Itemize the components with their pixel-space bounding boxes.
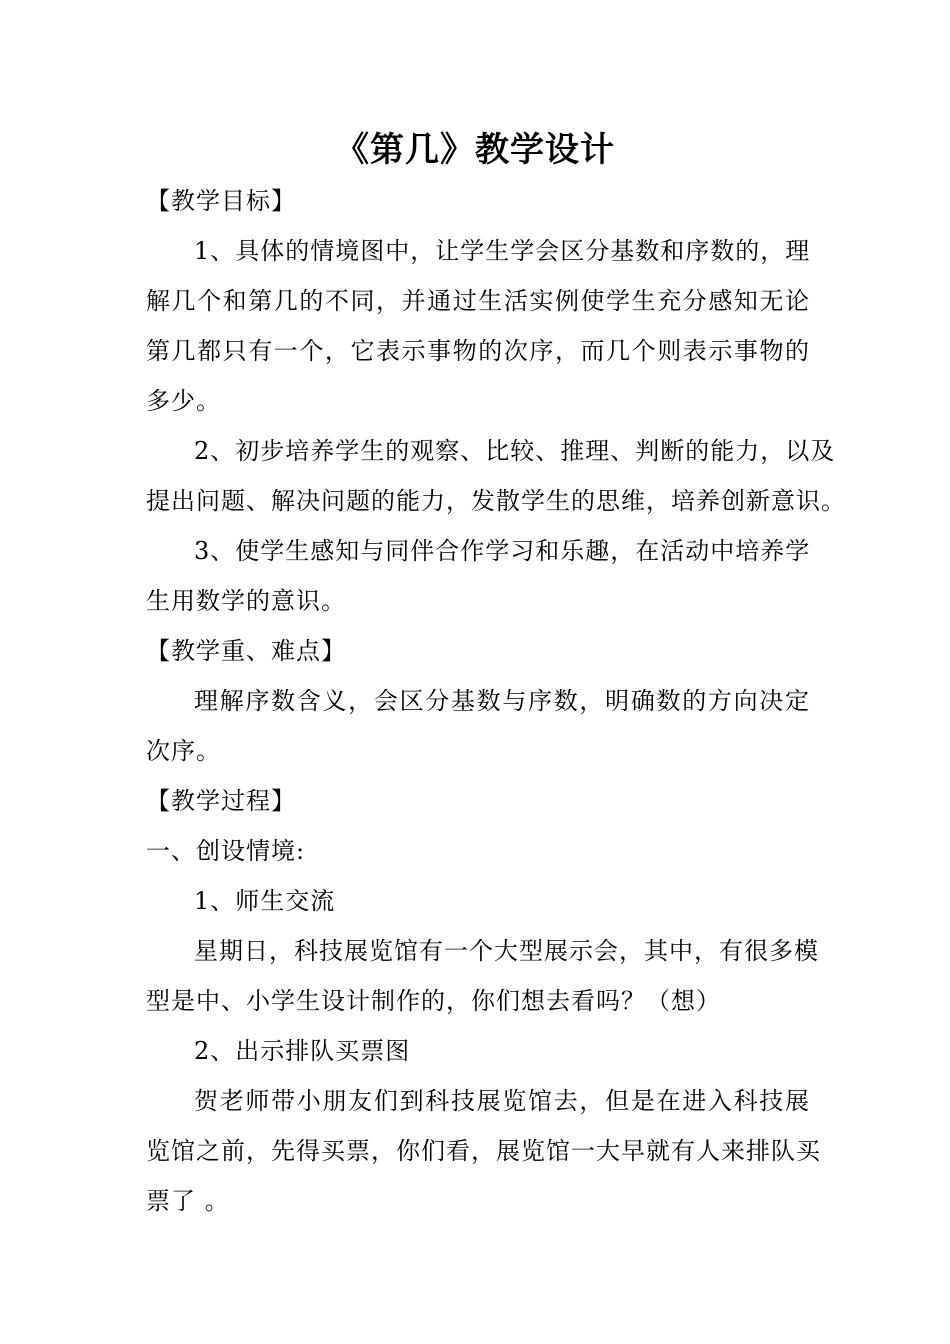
section-heading-process: 【教学过程】 [146,787,296,815]
paragraph-line: 览馆之前，先得买票，你们看，展览馆一大早就有人来排队买 [146,1137,821,1165]
paragraph-line: 2、出示排队买票图 [194,1037,411,1065]
paragraph-line: 提出问题、解决问题的能力，发散学生的思维，培养创新意识。 [146,487,846,515]
subsection-heading: 一、创设情境: [146,837,306,865]
paragraph-line: 星期日，科技展览馆有一个大型展示会，其中，有很多模 [194,937,819,965]
section-heading-objectives: 【教学目标】 [146,187,296,215]
paragraph-line: 3、使学生感知与同伴合作学习和乐趣，在活动中培养学 [194,537,811,565]
paragraph-line: 多少。 [146,387,221,415]
paragraph-line: 型是中、小学生设计制作的，你们想去看吗？（想） [146,987,721,1015]
paragraph-line: 票了 。 [146,1187,230,1215]
paragraph-line: 贺老师带小朋友们到科技展览馆去，但是在进入科技展 [194,1087,810,1115]
section-heading-key-points: 【教学重、难点】 [146,637,346,665]
paragraph-line: 1、师生交流 [194,887,336,915]
page-title: 《第几》教学设计 [335,130,615,170]
paragraph-line: 2、初步培养学生的观察、比较、推理、判断的能力，以及 [194,437,836,465]
document-body [146,176,846,1226]
paragraph-line: 生用数学的意识。 [146,587,346,615]
paragraph-line: 次序。 [146,737,221,765]
paragraph-line: 1、具体的情境图中，让学生学会区分基数和序数的，理 [194,237,811,265]
paragraph-line: 解几个和第几的不同，并通过生活实例使学生充分感知无论 [146,287,810,315]
paragraph-line: 第几都只有一个，它表示事物的次序，而几个则表示事物的 [146,337,810,365]
paragraph-line: 理解序数含义，会区分基数与序数，明确数的方向决定 [194,687,810,715]
